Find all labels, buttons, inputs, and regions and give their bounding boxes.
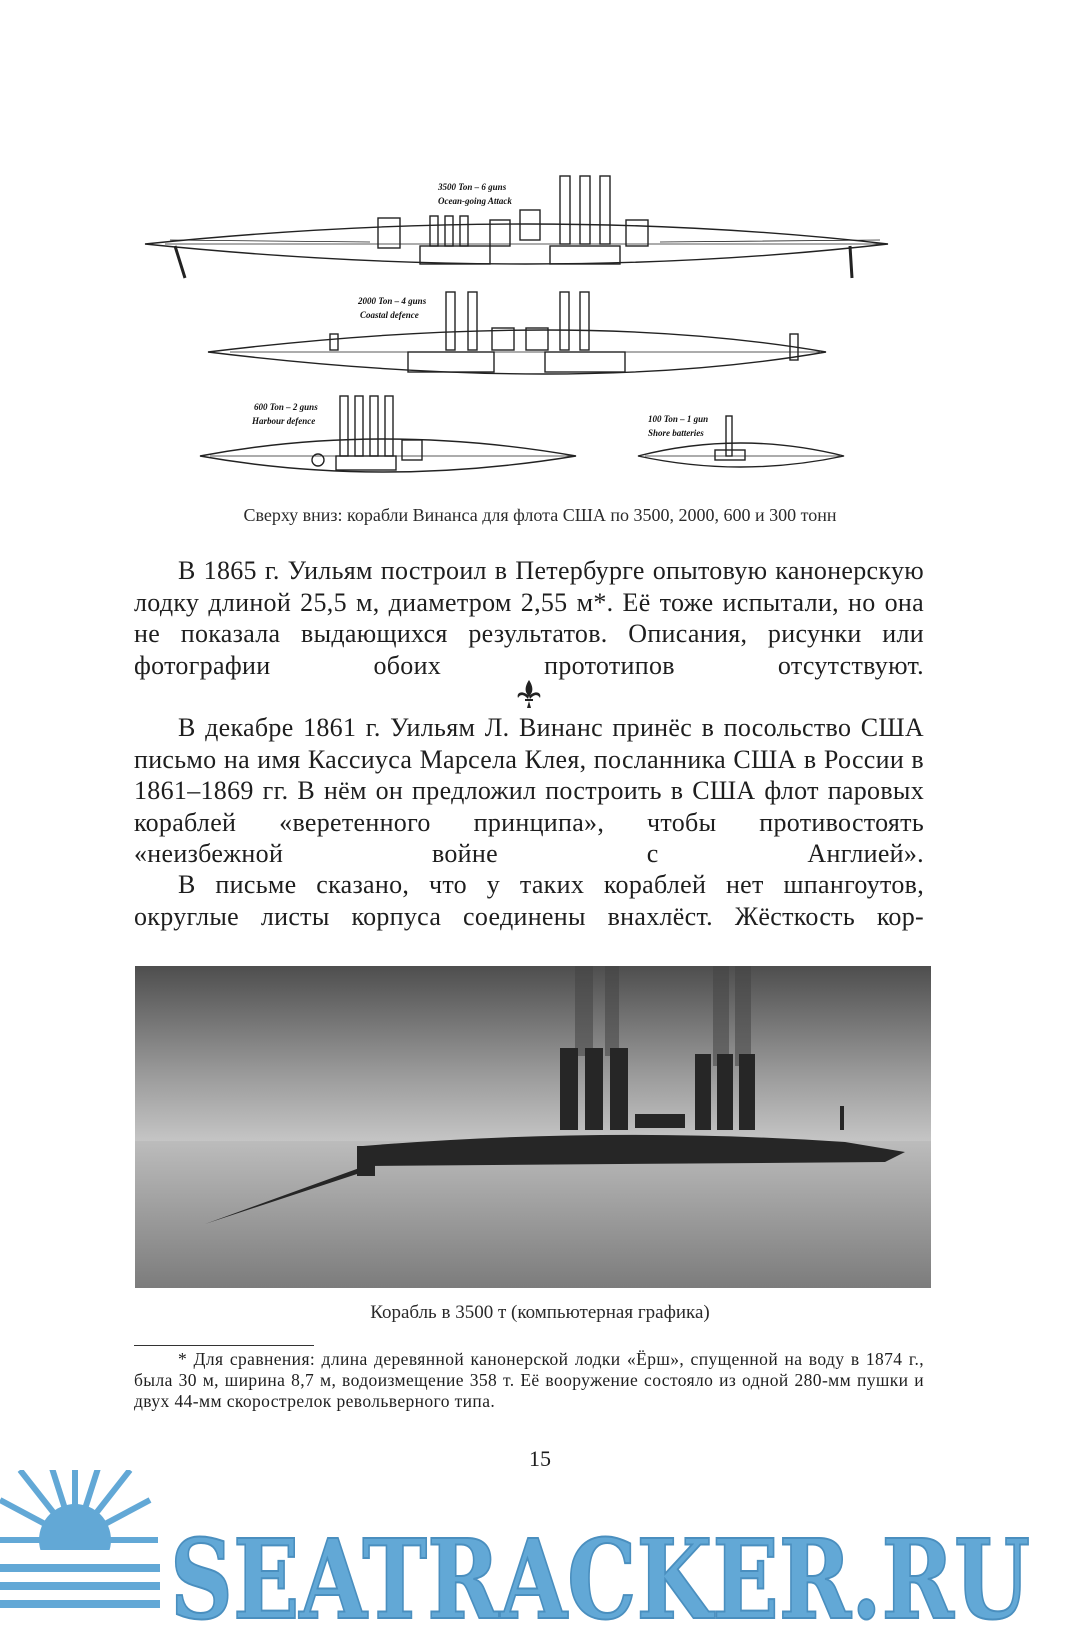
ship-label-600-line2: Harbour defence <box>252 416 316 426</box>
seatracker-watermark <box>0 1470 1080 1629</box>
paragraph-3: В письме сказано, что у таких кораблей нет шпангоутов, округлые листы корпуса соединены внахлёст. Жёсткость кор- <box>134 870 924 931</box>
footnote: * Для сравнения: длина деревянной канонерской лодки «Ёрш», спущенной на воду в 1874 г., была 30 м, ширина 8,7 м, водоизмещение 358 т. Её вооружение состояло из одной 280-мм пушки и двух 44-мм скорострелок револьверного типа. <box>134 1349 924 1411</box>
ships-line-drawing <box>140 160 930 500</box>
ship-label-3500-line1: 3500 Ton – 6 guns <box>438 182 507 192</box>
figure-caption-top: Сверху вниз: корабли Винанса для флота США по 3500, 2000, 600 и 300 тонн <box>243 505 837 525</box>
ship-label-3500-line2: Ocean-going Attack <box>438 196 512 206</box>
ship-label-600-line1: 600 Ton – 2 guns <box>254 402 318 412</box>
ship-label-300-line2: Shore batteries <box>648 428 704 438</box>
footnote-divider <box>134 1345 314 1346</box>
page-number: 15 <box>529 1446 551 1471</box>
sun-logo-icon <box>0 1470 160 1629</box>
ship-render-image <box>135 966 931 1288</box>
fleur-de-lis-icon <box>516 680 542 708</box>
ship-label-2000-line1: 2000 Ton – 4 guns <box>358 296 427 306</box>
paragraph-2: В декабре 1861 г. Уильям Л. Винанс принёс в посольство США письмо на имя Кассиуса Марсела Клея, посланника США в России в 1861–1869 гг. В нём он предложил построить в США флот паровых кораблей «веретенного принципа», чтобы противостоять «неизбежной войне с Англией». <box>134 713 924 868</box>
figure-caption-bottom: Корабль в 3500 т (компьютерная графика) <box>370 1302 710 1323</box>
watermark-text: SEATRACKER.RU <box>170 1515 1030 1629</box>
ship-label-300-line1: 100 Ton – 1 gun <box>648 414 709 424</box>
ship-label-2000-line2: Coastal defence <box>360 310 419 320</box>
paragraph-1: В 1865 г. Уильям построил в Петербурге опытовую канонерскую лодку длиной 25,5 м, диаметром 2,55 м*. Её тоже испытали, но она не показала выдающихся результатов. Описания, рисунки или фотографии обоих прототипов отсутствуют. <box>134 556 924 680</box>
